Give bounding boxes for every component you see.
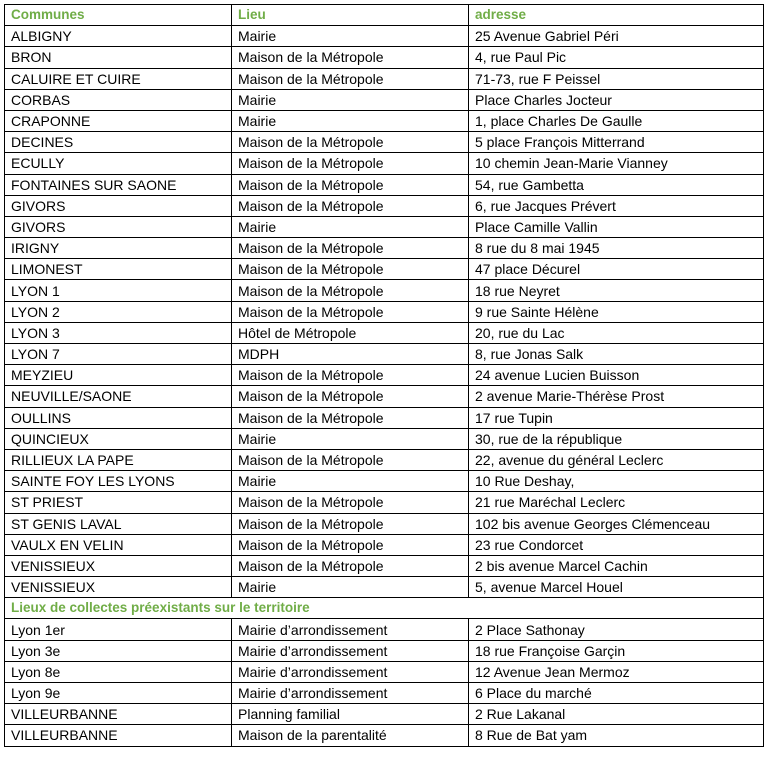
adresse-cell: 8 rue du 8 mai 1945 [469,238,764,259]
table-row [5,47,764,68]
lieu-cell: Maison de la Métropole [232,492,469,513]
commune-cell: GIVORS [5,195,232,216]
adresse-cell: 30, rue de la république [469,428,764,449]
commune-cell: Lyon 3e [5,640,232,661]
adresse-cell: 12 Avenue Jean Mermoz [469,661,764,682]
adresse-cell: 24 avenue Lucien Buisson [469,365,764,386]
lieu-cell: Maison de la parentalité [232,725,469,746]
table-row [5,704,764,725]
collection-sites-table [4,4,764,747]
adresse-cell: 2 Rue Lakanal [469,704,764,725]
lieu-cell: Planning familial [232,704,469,725]
adresse-cell: 54, rue Gambetta [469,174,764,195]
table-row [5,26,764,47]
adresse-cell: 6 Place du marché [469,683,764,704]
table-row [5,174,764,195]
commune-cell: GIVORS [5,216,232,237]
adresse-cell: Place Charles Jocteur [469,89,764,110]
adresse-cell: 25 Avenue Gabriel Péri [469,26,764,47]
table-row [5,407,764,428]
adresse-cell: 10 Rue Deshay, [469,471,764,492]
section-header-row [5,598,764,619]
adresse-cell: 47 place Décurel [469,259,764,280]
adresse-cell: 18 rue Françoise Garçin [469,640,764,661]
commune-cell: FONTAINES SUR SAONE [5,174,232,195]
lieu-cell: Mairie [232,110,469,131]
lieu-cell: Maison de la Métropole [232,195,469,216]
commune-cell: Lyon 9e [5,683,232,704]
commune-cell: IRIGNY [5,238,232,259]
commune-cell: RILLIEUX LA PAPE [5,449,232,470]
adresse-cell: 2 Place Sathonay [469,619,764,640]
lieu-cell: Maison de la Métropole [232,513,469,534]
adresse-cell: 5 place François Mitterrand [469,132,764,153]
adresse-cell: 9 rue Sainte Hélène [469,301,764,322]
commune-cell: Lyon 8e [5,661,232,682]
lieu-cell: Mairie d’arrondissement [232,619,469,640]
adresse-cell: 10 chemin Jean-Marie Vianney [469,153,764,174]
adresse-cell: 2 avenue Marie-Thérèse Prost [469,386,764,407]
commune-cell: DECINES [5,132,232,153]
adresse-cell: 17 rue Tupin [469,407,764,428]
adresse-cell: 4, rue Paul Pic [469,47,764,68]
lieu-cell: Maison de la Métropole [232,68,469,89]
adresse-cell: 22, avenue du général Leclerc [469,449,764,470]
table-row [5,322,764,343]
lieu-cell: Maison de la Métropole [232,301,469,322]
lieu-cell: Maison de la Métropole [232,449,469,470]
table-row [5,640,764,661]
adresse-cell: 1, place Charles De Gaulle [469,110,764,131]
section-title: Lieux de collectes préexistants sur le territoire [5,598,764,619]
commune-cell: SAINTE FOY LES LYONS [5,471,232,492]
adresse-cell: 23 rue Condorcet [469,534,764,555]
table-row [5,577,764,598]
table-row [5,471,764,492]
commune-cell: NEUVILLE/SAONE [5,386,232,407]
lieu-cell: Mairie [232,216,469,237]
commune-cell: LYON 1 [5,280,232,301]
table-row [5,492,764,513]
commune-cell: MEYZIEU [5,365,232,386]
lieu-cell: MDPH [232,344,469,365]
table-row [5,555,764,576]
table-row [5,238,764,259]
table-row [5,365,764,386]
lieu-cell: Hôtel de Métropole [232,322,469,343]
lieu-cell: Mairie [232,26,469,47]
lieu-cell: Mairie [232,471,469,492]
commune-cell: ALBIGNY [5,26,232,47]
adresse-cell: 102 bis avenue Georges Clémenceau [469,513,764,534]
commune-cell: CALUIRE ET CUIRE [5,68,232,89]
commune-cell: CORBAS [5,89,232,110]
lieu-cell: Mairie d’arrondissement [232,661,469,682]
commune-cell: VILLEURBANNE [5,704,232,725]
header-lieu: Lieu [232,5,469,26]
table-row [5,513,764,534]
table-row [5,216,764,237]
lieu-cell: Maison de la Métropole [232,365,469,386]
lieu-cell: Maison de la Métropole [232,132,469,153]
adresse-cell: 20, rue du Lac [469,322,764,343]
commune-cell: OULLINS [5,407,232,428]
lieu-cell: Maison de la Métropole [232,174,469,195]
adresse-cell: Place Camille Vallin [469,216,764,237]
lieu-cell: Mairie [232,577,469,598]
commune-cell: VILLEURBANNE [5,725,232,746]
table-row [5,195,764,216]
table-row [5,344,764,365]
table-row [5,153,764,174]
commune-cell: Lyon 1er [5,619,232,640]
adresse-cell: 71-73, rue F Peissel [469,68,764,89]
adresse-cell: 21 rue Maréchal Leclerc [469,492,764,513]
table-row [5,619,764,640]
commune-cell: VAULX EN VELIN [5,534,232,555]
table-row [5,280,764,301]
lieu-cell: Maison de la Métropole [232,386,469,407]
table-row [5,110,764,131]
table-row [5,301,764,322]
table-row [5,725,764,746]
table-row [5,68,764,89]
adresse-cell: 6, rue Jacques Prévert [469,195,764,216]
commune-cell: VENISSIEUX [5,577,232,598]
commune-cell: LYON 2 [5,301,232,322]
lieu-cell: Maison de la Métropole [232,280,469,301]
table-row [5,534,764,555]
table-row [5,132,764,153]
lieu-cell: Mairie [232,89,469,110]
lieu-cell: Mairie d’arrondissement [232,640,469,661]
adresse-cell: 18 rue Neyret [469,280,764,301]
table-row [5,661,764,682]
lieu-cell: Maison de la Métropole [232,534,469,555]
commune-cell: LYON 3 [5,322,232,343]
table-row [5,683,764,704]
commune-cell: VENISSIEUX [5,555,232,576]
commune-cell: BRON [5,47,232,68]
commune-cell: ST GENIS LAVAL [5,513,232,534]
commune-cell: ST PRIEST [5,492,232,513]
lieu-cell: Maison de la Métropole [232,259,469,280]
table-row [5,386,764,407]
table-row [5,428,764,449]
commune-cell: LYON 7 [5,344,232,365]
commune-cell: QUINCIEUX [5,428,232,449]
lieu-cell: Maison de la Métropole [232,153,469,174]
adresse-cell: 8, rue Jonas Salk [469,344,764,365]
lieu-cell: Mairie [232,428,469,449]
lieu-cell: Maison de la Métropole [232,555,469,576]
adresse-cell: 2 bis avenue Marcel Cachin [469,555,764,576]
commune-cell: LIMONEST [5,259,232,280]
header-communes: Communes [5,5,232,26]
table-header-row [5,5,764,26]
adresse-cell: 5, avenue Marcel Houel [469,577,764,598]
table-row [5,259,764,280]
lieu-cell: Mairie d’arrondissement [232,683,469,704]
table-row [5,449,764,470]
adresse-cell: 8 Rue de Bat yam [469,725,764,746]
lieu-cell: Maison de la Métropole [232,238,469,259]
commune-cell: CRAPONNE [5,110,232,131]
header-adresse: adresse [469,5,764,26]
commune-cell: ECULLY [5,153,232,174]
lieu-cell: Maison de la Métropole [232,407,469,428]
lieu-cell: Maison de la Métropole [232,47,469,68]
table-row [5,89,764,110]
